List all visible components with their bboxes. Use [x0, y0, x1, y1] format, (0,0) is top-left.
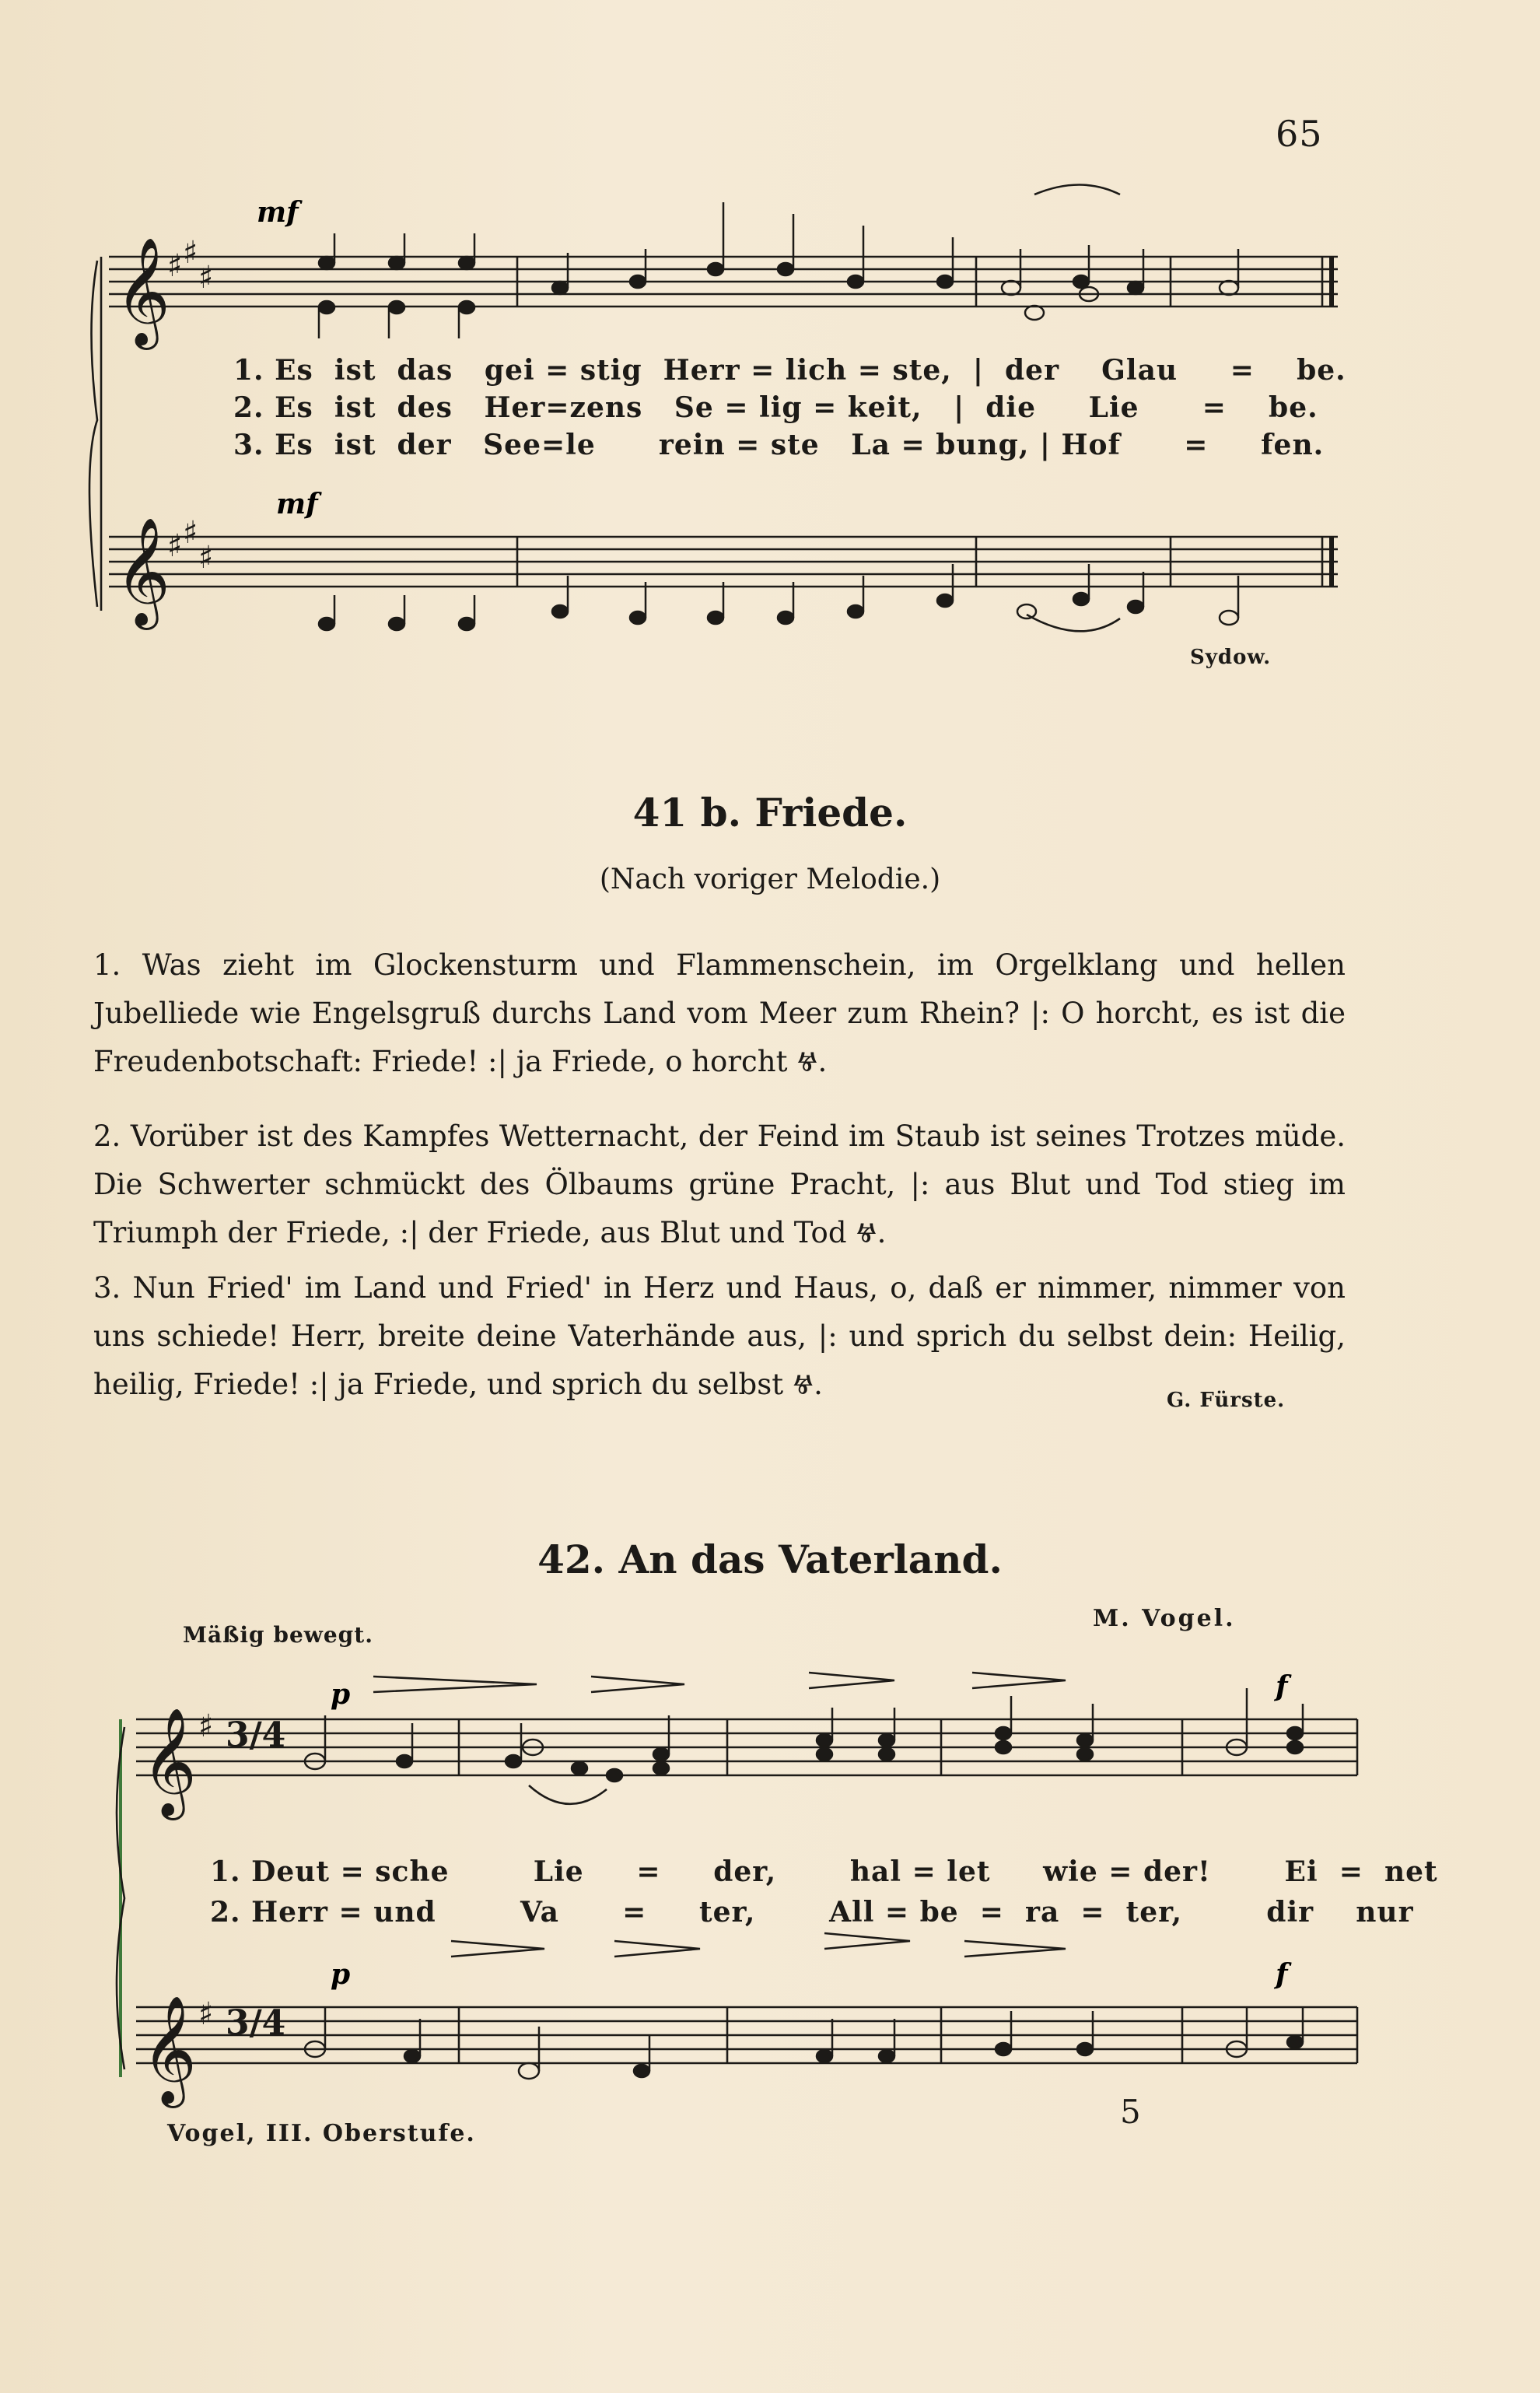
song42-staff-bottom: [136, 2007, 1357, 2063]
time-signature-top: 3/4: [226, 1715, 286, 1755]
song42-lyric-1: 1. Deut = sche Lie = der, hal = let wie = der! Ei = net: [210, 1855, 1438, 1888]
dynamic-f-top: f: [1276, 1670, 1288, 1703]
svg-text:♯: ♯: [167, 248, 183, 284]
song42-lyric-2: 2. Herr = und Va = ter, All = be = ra = ter, dir nur: [210, 1896, 1414, 1929]
svg-text:𝄞: 𝄞: [142, 1995, 197, 2104]
song41-credit: Sydow.: [1190, 646, 1272, 669]
song42-tempo: Mäßig bewegt.: [183, 1622, 373, 1648]
song41b-author: G. Fürste.: [1167, 1389, 1286, 1412]
signature-number: 5: [1120, 2093, 1141, 2131]
song41b-stanza-3: 3. Nun Fried' im Land und Fried' in Herz und Haus, o, daß er nimmer, nimmer von uns schiede! Herr, breite deine Vaterhände aus, |: und sprich du selbst dein: Heilig, heilig, Friede! :| ja Friede, und sprich du selbst Ⱍ.: [93, 1271, 1346, 1401]
footer-imprint: Vogel, III. Oberstufe.: [167, 2120, 476, 2147]
svg-text:♯: ♯: [183, 235, 198, 271]
song41b-stanza-1: 1. Was zieht im Glockensturm und Flammenschein, im Orgelklang und hellen Jubelliede wie Engelsgruß durchs Land vom Meer zum Rhein? |: O horcht, es ist die Freudenbotschaft: Friede! :| ja Friede, o horcht Ⱍ.: [93, 948, 1346, 1078]
treble-staff-bottom: [109, 537, 1338, 587]
dynamic-p-bottom: p: [331, 1958, 351, 1991]
song42-staff-top: [136, 1719, 1357, 1775]
dynamic-f-bottom: f: [1276, 1958, 1288, 1991]
song41b-subtitle: (Nach voriger Melodie.): [599, 864, 941, 895]
time-signature-bottom: 3/4: [226, 2003, 286, 2043]
svg-text:𝄞: 𝄞: [142, 1708, 197, 1816]
song41b-stanza-2: 2. Vorüber ist des Kampfes Wetternacht, der Feind im Staub ist seines Trotzes müde. Die Schwerter schmückt des Ölbaums grüne Pracht, |: aus Blut und Tod stieg im Triumph der Friede, :| der Friede, aus Blut und Tod Ⱍ.: [93, 1119, 1346, 1249]
song41-lyric-1: 1. Es ist das gei = stig Herr = lich = ste, | der Glau = be.: [233, 354, 1346, 387]
svg-text:𝄞: 𝄞: [115, 237, 170, 345]
song41b-title: 41 b. Friede.: [632, 790, 908, 836]
dynamic-mf-top: mf: [257, 196, 299, 229]
svg-text:♯: ♯: [198, 1708, 214, 1744]
song42-composer: M. Vogel.: [1093, 1605, 1236, 1632]
svg-text:𝄞: 𝄞: [115, 517, 170, 625]
svg-text:♯: ♯: [198, 1996, 214, 2032]
svg-text:♯: ♯: [198, 260, 214, 296]
svg-text:♯: ♯: [183, 515, 198, 551]
dynamic-mf-bottom: mf: [276, 488, 318, 520]
svg-text:♯: ♯: [198, 540, 214, 576]
song41-lyric-2: 2. Es ist des Her=zens Se = lig = keit, | die Lie = be.: [233, 391, 1318, 424]
page-number: 65: [1276, 113, 1323, 155]
system-brace: [89, 261, 97, 607]
song41-lyric-3: 3. Es ist der See=le rein = ste La = bung, | Hof = fen.: [233, 429, 1325, 461]
song42-title: 42. An das Vaterland.: [537, 1536, 1003, 1582]
svg-text:♯: ♯: [167, 528, 183, 564]
dynamic-p-top: p: [331, 1678, 351, 1711]
